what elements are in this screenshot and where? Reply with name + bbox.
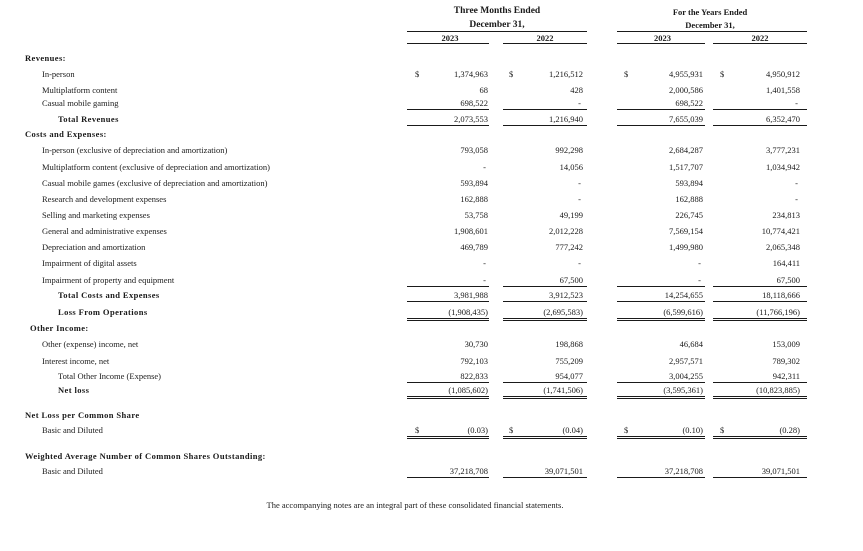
- value-rule: [713, 125, 807, 126]
- value-rule: [407, 318, 489, 321]
- value-rule: [503, 318, 587, 321]
- value-cell: 67,500: [776, 275, 800, 285]
- value-rule: [617, 301, 705, 302]
- value-cell: (11,766,196): [756, 307, 800, 317]
- value-cell: 226,745: [675, 210, 703, 220]
- header-rule: [617, 31, 807, 32]
- row-label: Impairment of digital assets: [42, 258, 137, 268]
- row-label: Basic and Diluted: [42, 425, 103, 435]
- value-cell: 68: [479, 85, 488, 95]
- row-label: Total Costs and Expenses: [58, 290, 160, 300]
- value-rule: [503, 477, 587, 478]
- value-cell: 3,777,231: [766, 145, 800, 155]
- value-cell: 1,517,707: [669, 162, 703, 172]
- value-cell: 46,684: [679, 339, 703, 349]
- value-cell: (1,908,435): [448, 307, 488, 317]
- row-label: Interest income, net: [42, 356, 110, 366]
- value-cell: 164,411: [772, 258, 800, 268]
- currency-symbol: $: [415, 425, 420, 435]
- three-months-header: Three Months Ended: [453, 6, 541, 16]
- value-cell: (0.04): [562, 425, 583, 435]
- value-rule: [617, 109, 705, 110]
- row-label: Casual mobile gaming: [42, 98, 119, 108]
- value-cell: 162,888: [675, 194, 703, 204]
- value-rule: [407, 396, 489, 399]
- value-cell: -: [483, 162, 486, 172]
- value-rule: [617, 286, 705, 287]
- value-cell: 4,955,931: [669, 69, 703, 79]
- value-rule: [713, 109, 807, 110]
- value-rule: [617, 318, 705, 321]
- row-label: Research and development expenses: [42, 194, 167, 204]
- value-cell: 789,302: [772, 356, 800, 366]
- value-rule: [407, 436, 489, 439]
- value-cell: -: [698, 275, 701, 285]
- value-cell: 2,073,553: [454, 114, 488, 124]
- value-rule: [713, 286, 807, 287]
- value-cell: 10,774,421: [761, 226, 800, 236]
- value-rule: [503, 301, 587, 302]
- row-label: Net loss: [58, 385, 90, 395]
- years-subheader: December 31,: [685, 20, 735, 30]
- value-rule: [503, 286, 587, 287]
- years-header: For the Years Ended: [672, 7, 748, 17]
- value-cell: 755,209: [555, 356, 583, 366]
- value-rule: [617, 396, 705, 399]
- row-label: Loss From Operations: [58, 307, 148, 317]
- value-rule: [407, 301, 489, 302]
- row-label: Impairment of property and equipment: [42, 275, 175, 285]
- row-label: Multiplatform content: [42, 85, 118, 95]
- value-cell: 37,218,708: [664, 466, 703, 476]
- value-cell: 822,833: [460, 371, 488, 381]
- value-rule: [617, 125, 705, 126]
- value-rule: [407, 382, 489, 383]
- value-rule: [713, 477, 807, 478]
- value-cell: (2,695,583): [543, 307, 583, 317]
- value-cell: 14,254,655: [664, 290, 703, 300]
- value-cell: 7,655,039: [669, 114, 703, 124]
- value-rule: [617, 477, 705, 478]
- value-cell: 3,004,255: [669, 371, 703, 381]
- currency-symbol: $: [720, 425, 725, 435]
- currency-symbol: $: [509, 69, 514, 79]
- value-cell: 198,868: [555, 339, 583, 349]
- value-cell: -: [698, 258, 701, 268]
- value-cell: 593,894: [460, 178, 488, 188]
- value-cell: -: [578, 178, 581, 188]
- value-rule: [503, 436, 587, 439]
- footnote: The accompanying notes are an integral part of these consolidated financial statements.: [266, 500, 564, 510]
- row-label: In-person (exclusive of depreciation and amortization): [42, 145, 228, 155]
- value-cell: 2,684,287: [669, 145, 703, 155]
- value-cell: 698,522: [460, 98, 488, 108]
- value-cell: 1,499,980: [669, 242, 703, 252]
- value-cell: 793,058: [460, 145, 488, 155]
- value-cell: 7,569,154: [669, 226, 703, 236]
- value-rule: [503, 396, 587, 399]
- value-rule: [713, 382, 807, 383]
- value-cell: 2,065,348: [766, 242, 800, 252]
- value-cell: -: [795, 178, 798, 188]
- value-rule: [503, 109, 587, 110]
- value-cell: 1,034,942: [766, 162, 800, 172]
- value-cell: 954,077: [555, 371, 583, 381]
- value-rule: [407, 286, 489, 287]
- value-rule: [407, 125, 489, 126]
- value-cell: (0.10): [682, 425, 703, 435]
- row-label: General and administrative expenses: [42, 226, 167, 236]
- value-rule: [713, 396, 807, 399]
- value-cell: 153,009: [772, 339, 800, 349]
- value-cell: 1,908,601: [454, 226, 488, 236]
- value-rule: [503, 125, 587, 126]
- value-cell: 14,056: [559, 162, 583, 172]
- value-cell: 1,401,558: [766, 85, 800, 95]
- value-cell: 698,522: [675, 98, 703, 108]
- value-cell: 39,071,501: [761, 466, 800, 476]
- value-rule: [713, 436, 807, 439]
- value-cell: 1,216,940: [549, 114, 583, 124]
- value-cell: (1,741,506): [543, 385, 583, 395]
- value-rule: [617, 382, 705, 383]
- value-cell: 53,758: [464, 210, 488, 220]
- year-rule: [407, 43, 489, 44]
- value-cell: 6,352,470: [766, 114, 800, 124]
- value-rule: [713, 318, 807, 321]
- value-cell: 67,500: [559, 275, 583, 285]
- value-cell: 792,103: [460, 356, 488, 366]
- value-cell: 2,012,228: [549, 226, 583, 236]
- value-cell: 234,813: [772, 210, 800, 220]
- value-cell: (3,595,361): [663, 385, 703, 395]
- year-col-2: 2022: [536, 33, 554, 43]
- value-cell: 428: [570, 85, 583, 95]
- value-cell: 777,242: [555, 242, 583, 252]
- row-label: Selling and marketing expenses: [42, 210, 150, 220]
- year-col-1: 2023: [441, 33, 459, 43]
- year-col-3: 2023: [654, 33, 671, 43]
- year-col-4: 2022: [751, 33, 769, 43]
- value-cell: -: [578, 194, 581, 204]
- row-label: Weighted Average Number of Common Shares Outstanding:: [25, 451, 266, 461]
- value-rule: [713, 301, 807, 302]
- value-cell: 2,957,571: [669, 356, 703, 366]
- value-rule: [407, 477, 489, 478]
- currency-symbol: $: [415, 69, 420, 79]
- row-label: Total Revenues: [58, 114, 119, 124]
- value-cell: (6,599,616): [663, 307, 703, 317]
- value-rule: [503, 382, 587, 383]
- value-cell: -: [578, 98, 581, 108]
- value-cell: 18,118,666: [762, 290, 800, 300]
- row-label: In-person: [42, 69, 75, 79]
- value-cell: 1,374,963: [454, 69, 488, 79]
- year-rule: [617, 43, 705, 44]
- value-rule: [407, 109, 489, 110]
- value-cell: -: [483, 275, 486, 285]
- value-cell: 992,298: [555, 145, 583, 155]
- value-cell: -: [483, 258, 486, 268]
- value-cell: 469,789: [460, 242, 488, 252]
- value-cell: 2,000,586: [669, 85, 703, 95]
- value-cell: 162,888: [460, 194, 488, 204]
- value-cell: 3,912,523: [549, 290, 583, 300]
- currency-symbol: $: [720, 69, 725, 79]
- value-cell: 39,071,501: [544, 466, 583, 476]
- currency-symbol: $: [624, 425, 629, 435]
- value-cell: (0.03): [467, 425, 488, 435]
- value-cell: (10,823,885): [756, 385, 800, 395]
- three-months-subheader: December 31,: [469, 20, 525, 30]
- value-rule: [617, 436, 705, 439]
- value-cell: (1,085,602): [448, 385, 488, 395]
- value-cell: 3,981,988: [454, 290, 488, 300]
- year-rule: [713, 43, 807, 44]
- row-label: Revenues:: [25, 53, 66, 63]
- value-cell: 942,311: [772, 371, 800, 381]
- value-cell: 37,218,708: [449, 466, 488, 476]
- row-label: Total Other Income (Expense): [58, 371, 162, 381]
- year-rule: [503, 43, 587, 44]
- row-label: Multiplatform content (exclusive of depreciation and amortization): [42, 162, 271, 172]
- value-cell: -: [795, 98, 798, 108]
- row-label: Other (expense) income, net: [42, 339, 139, 349]
- row-label: Basic and Diluted: [42, 466, 103, 476]
- row-label: Net Loss per Common Share: [25, 410, 140, 420]
- header-rule: [407, 31, 587, 32]
- currency-symbol: $: [509, 425, 514, 435]
- value-cell: 30,730: [464, 339, 488, 349]
- row-label: Depreciation and amortization: [42, 242, 146, 252]
- value-cell: 1,216,512: [549, 69, 583, 79]
- value-cell: 593,894: [675, 178, 703, 188]
- value-cell: -: [795, 194, 798, 204]
- value-cell: 49,199: [559, 210, 583, 220]
- value-cell: (0.28): [779, 425, 800, 435]
- row-label: Other Income:: [30, 323, 89, 333]
- row-label: Casual mobile games (exclusive of depreciation and amortization): [42, 178, 268, 188]
- value-cell: -: [578, 258, 581, 268]
- currency-symbol: $: [624, 69, 629, 79]
- row-label: Costs and Expenses:: [25, 129, 107, 139]
- value-cell: 4,950,912: [766, 69, 800, 79]
